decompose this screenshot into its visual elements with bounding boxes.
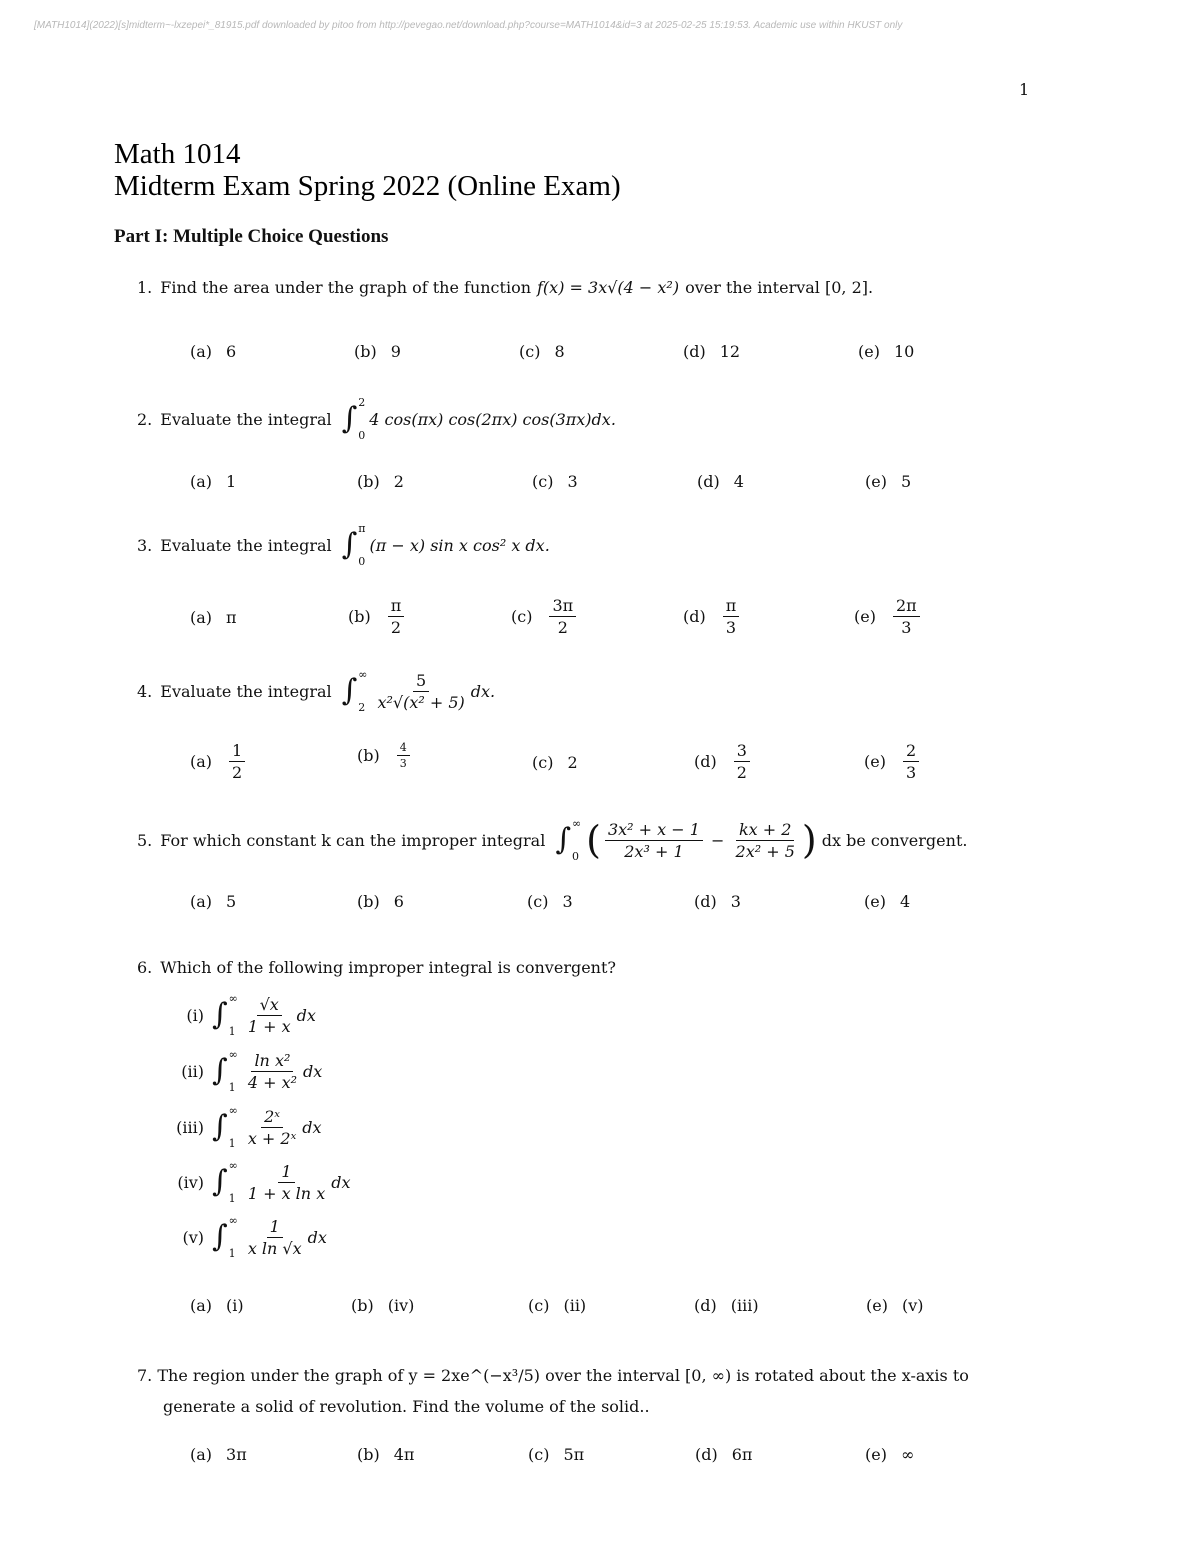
- integral-sign: ∫ ∞ 0: [555, 817, 582, 863]
- option-value: (ii): [563, 1296, 587, 1315]
- option-label: (c): [532, 472, 554, 491]
- question-5: 5. For which constant k can the improper integral ∫ ∞ 0 ( $\frac{\text{3x² + x − 1}}{\text{2x³ + 1}}$ − $\frac{kx + 2}{\text{2x² + 5}}$ ) dx be convergent.: [137, 817, 968, 863]
- option-label: (e): [866, 1296, 888, 1315]
- question-number: 4.: [137, 681, 153, 701]
- question-number: 3.: [137, 535, 153, 555]
- question-text: For which constant k can the improper integral: [160, 830, 546, 850]
- upper-limit: π: [358, 522, 366, 535]
- item-tail: dx: [331, 1172, 351, 1192]
- option-value: (i): [226, 1296, 244, 1315]
- option-label: (a): [190, 472, 213, 491]
- option-label: (e): [864, 892, 886, 911]
- course-title: Math 1014: [114, 138, 241, 170]
- option-value: 3: [562, 892, 573, 911]
- option-label: (d): [683, 607, 706, 626]
- integrand-fraction-2: $\frac{kx + 2}{\text{2x² + 5}}$: [735, 819, 795, 861]
- option-value: 10: [893, 342, 915, 361]
- question-7: [137, 1360, 1037, 1422]
- part-title: Part I: Multiple Choice Questions: [114, 226, 389, 247]
- option-label: (a): [190, 342, 213, 361]
- option-label: (e): [865, 1445, 887, 1464]
- item-fraction: $\frac{√x}{1 + x}$: [247, 994, 291, 1036]
- option-fraction: $\frac{3}{2}$: [734, 741, 750, 782]
- option-fraction: $\frac{1}{2}$: [229, 741, 245, 782]
- integral-sign: ∫ ∞ 1: [212, 992, 238, 1038]
- item-tail: dx: [303, 1061, 323, 1081]
- upper-limit: 2: [358, 396, 366, 409]
- question-text: The region under the graph of y = 2xe^(−x³/5) over the interval [0, ∞) is rotated about the x-axis to: [157, 1366, 969, 1385]
- option-fraction: $\frac{3\pi}{2}$: [549, 596, 576, 637]
- function-expression: f(x) = 3x√(4 − x²): [537, 278, 680, 297]
- option-value: (iii): [730, 1296, 759, 1315]
- item-fraction: $\frac{1}{\text{x ln √x}}$: [247, 1216, 302, 1258]
- question-2: [137, 396, 616, 442]
- option-label: (c): [511, 607, 533, 626]
- item-tail: dx: [296, 1005, 316, 1025]
- question-text-continued: generate a solid of revolution. Find the volume of the solid..: [163, 1397, 650, 1416]
- question-text: Evaluate the integral: [160, 535, 332, 555]
- option-value: (v): [901, 1296, 924, 1315]
- integral-item: [164, 1104, 322, 1150]
- lower-limit: 0: [358, 555, 366, 568]
- option-label: (d): [694, 752, 717, 771]
- option-label: (a): [190, 1445, 213, 1464]
- question-tail: over the interval [0, 2].: [685, 278, 874, 297]
- integrand-fraction: $\frac{5}{\text{x²√(x² + 5)}}$: [377, 670, 465, 712]
- option-value: 3π: [226, 1445, 247, 1464]
- option-label: (b): [348, 607, 371, 626]
- option-label: (b): [357, 472, 380, 491]
- option-value: 8: [554, 342, 565, 361]
- question-number: 6.: [137, 958, 153, 977]
- integrand: (π − x) sin x cos² x dx.: [369, 535, 550, 555]
- watermark: [MATH1014](2022)[s]midterm~-lxzepei*_81915.pdf downloaded by pitoo from http://pevegao.net/download.php?course=MATH1014&id=3 at 2025-02-25 15:19:53. Academic use within HKUST only: [34, 20, 903, 31]
- option-label: (d): [695, 1445, 718, 1464]
- option-value: ∞: [900, 1445, 915, 1464]
- option-value: 6: [393, 892, 404, 911]
- option-label: (e): [865, 472, 887, 491]
- question-tail: dx.: [470, 681, 496, 701]
- item-fraction: $\frac{1}{\text{1 + x ln x}}$: [247, 1161, 326, 1203]
- option-value: 1: [226, 472, 237, 491]
- option-label: (d): [694, 892, 717, 911]
- option-label: (b): [357, 746, 380, 765]
- question-text: Evaluate the integral: [160, 681, 332, 701]
- option-label: (e): [858, 342, 880, 361]
- integral-sign: ∫ ∞ 1: [212, 1104, 238, 1150]
- option-label: (b): [354, 342, 377, 361]
- option-value: 4: [899, 892, 911, 911]
- option-label: (c): [528, 1445, 550, 1464]
- option-label: (d): [694, 1296, 717, 1315]
- option-value: 4π: [393, 1445, 415, 1464]
- option-label: (a): [190, 608, 213, 627]
- option-label: (e): [864, 752, 886, 771]
- question-4: [137, 668, 495, 714]
- option-label: (c): [532, 753, 554, 772]
- option-label: (c): [519, 342, 541, 361]
- page-number: 1: [1019, 80, 1030, 99]
- option-fraction: $\frac{\pi}{3}$: [723, 596, 740, 637]
- option-value: 5: [900, 472, 912, 491]
- integral-sign: ∫ ∞ 2: [341, 668, 368, 714]
- lower-limit: 2: [358, 701, 366, 714]
- item-tail: dx: [307, 1227, 327, 1247]
- integral-item: [164, 992, 316, 1038]
- question-number: 2.: [137, 409, 153, 429]
- option-value: 9: [390, 342, 401, 361]
- option-label: (e): [854, 607, 876, 626]
- question-3: [137, 522, 550, 568]
- question-tail: dx be convergent.: [821, 830, 968, 850]
- question-number: 1.: [137, 278, 153, 297]
- integrand: 4 cos(πx) cos(2πx) cos(3πx)dx.: [369, 409, 616, 429]
- option-label: (b): [351, 1296, 374, 1315]
- option-value: π: [226, 608, 237, 627]
- option-label: (c): [527, 892, 549, 911]
- lower-limit: 0: [571, 850, 579, 863]
- item-fraction: $\frac{\text{ln x²}}{\text{4 + x²}}$: [247, 1050, 298, 1092]
- question-text: Evaluate the integral: [160, 409, 332, 429]
- upper-limit: ∞: [571, 817, 582, 830]
- integral-sign: ∫ ∞ 1: [212, 1159, 238, 1205]
- option-value: 5: [226, 892, 237, 911]
- item-label: (i): [186, 1005, 204, 1025]
- upper-limit: ∞: [358, 668, 368, 681]
- integral-item: [164, 1159, 350, 1205]
- item-tail: dx: [302, 1117, 322, 1137]
- option-label: (b): [357, 892, 380, 911]
- option-value: (iv): [387, 1296, 415, 1315]
- option-fraction: $\frac{2}{3}$: [903, 741, 919, 782]
- option-value: 6π: [731, 1445, 753, 1464]
- option-value: 3: [730, 892, 741, 911]
- option-label: (d): [697, 472, 720, 491]
- integral-sign: ∫ ∞ 1: [212, 1214, 238, 1260]
- integral-sign: ∫ 2 0: [341, 396, 366, 442]
- question-6: [137, 958, 616, 977]
- item-label: (ii): [181, 1061, 204, 1081]
- exam-title: Midterm Exam Spring 2022 (Online Exam): [114, 170, 621, 202]
- option-label: (a): [190, 1296, 213, 1315]
- option-label: (c): [528, 1296, 550, 1315]
- question-number: 5.: [137, 830, 153, 850]
- option-fraction: $\frac{4}{3}$: [397, 741, 410, 770]
- integral-item: [164, 1214, 327, 1260]
- item-label: (iv): [177, 1172, 204, 1192]
- option-value: 6: [226, 342, 237, 361]
- option-value: 3: [567, 472, 578, 491]
- option-value: 2: [567, 753, 578, 772]
- option-value: 4: [733, 472, 744, 491]
- integral-sign: ∫ π 0: [341, 522, 366, 568]
- option-label: (a): [190, 752, 213, 771]
- option-fraction: $\frac{2\pi}{3}$: [893, 596, 920, 637]
- question-text: Which of the following improper integral is convergent?: [160, 958, 616, 977]
- question-1: [137, 278, 873, 297]
- question-number: 7.: [137, 1366, 153, 1385]
- option-fraction: $\frac{\pi}{2}$: [388, 596, 405, 637]
- option-value: 2: [393, 472, 404, 491]
- lower-limit: 0: [358, 429, 366, 442]
- integrand-fraction-1: $\frac{\text{3x² + x − 1}}{\text{2x³ + 1}}$: [605, 820, 703, 861]
- option-label: (d): [683, 342, 706, 361]
- option-label: (b): [357, 1445, 380, 1464]
- item-fraction: $\frac{\text{2ˣ}}{\text{x + 2ˣ}}$: [247, 1106, 297, 1148]
- integral-item: [164, 1048, 322, 1094]
- question-text: Find the area under the graph of the function: [160, 278, 531, 297]
- option-value: 12: [719, 342, 741, 361]
- integral-sign: ∫ ∞ 1: [212, 1048, 238, 1094]
- item-label: (v): [182, 1227, 204, 1247]
- option-value: 5π: [563, 1445, 585, 1464]
- option-label: (a): [190, 892, 213, 911]
- item-label: (iii): [176, 1117, 204, 1137]
